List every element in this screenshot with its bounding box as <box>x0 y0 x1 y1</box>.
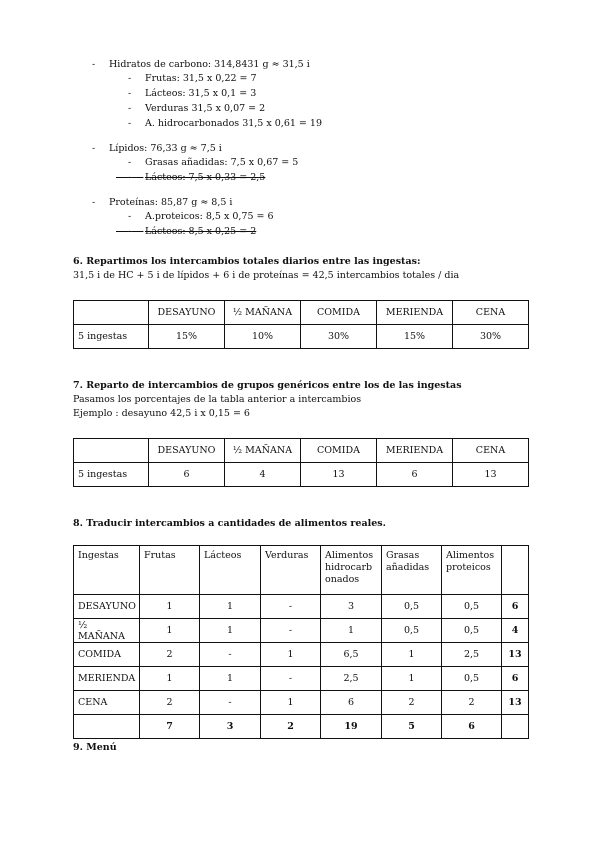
table-cell: 13 <box>301 463 377 487</box>
header-cell <box>74 439 149 463</box>
row-label-cell: COMIDA <box>74 643 140 667</box>
carbohydrates-label: Hidratos de carbono: 314,8431 g ≈ 31,5 i <box>109 59 310 70</box>
section6-text: 31,5 i de HC + 5 i de lípidos + 6 i de proteínas = 42,5 intercambios totales / dia <box>73 270 460 281</box>
total-cell: 7 <box>140 715 200 739</box>
table-cell: 1 <box>200 667 261 691</box>
bullet-dash: - <box>92 59 96 70</box>
table-cell: 1 <box>200 595 261 619</box>
total-cell: 5 <box>382 715 442 739</box>
fruits-item: Frutas: 31,5 x 0,22 = 7 <box>145 73 257 84</box>
food-quantities-table <box>73 545 529 739</box>
protein-foods-item: A.proteicos: 8,5 x 0,75 = 6 <box>145 211 274 222</box>
bullet-dash: - <box>128 226 132 237</box>
row-total-cell: 13 <box>502 691 529 715</box>
table-cell: 30% <box>301 325 377 349</box>
table-header-row <box>74 546 529 595</box>
bullet-dash: - <box>128 88 132 99</box>
row-label-cell: 5 ingestas <box>74 463 149 487</box>
table-cell: 2 <box>140 691 200 715</box>
header-cell: DESAYUNO <box>149 439 225 463</box>
section7-heading: 7. Reparto de intercambios de grupos genéricos entre los de las ingestas <box>73 380 462 391</box>
bullet-dash: - <box>128 73 132 84</box>
table-row <box>74 325 529 349</box>
table-cell: 2,5 <box>442 643 502 667</box>
table-cell: 4 <box>225 463 301 487</box>
header-cell: Alimentos hidrocarb onados <box>321 546 382 595</box>
header-cell: COMIDA <box>301 301 377 325</box>
bullet-dash: - <box>128 172 132 183</box>
dairy-protein-item-struck: Lácteos: 8,5 x 0,25 = 2 <box>145 226 257 237</box>
added-fats-item: Grasas añadidas: 7,5 x 0,67 = 5 <box>145 157 299 168</box>
percentages-table <box>73 300 529 349</box>
table-cell: - <box>261 667 321 691</box>
proteins-label: Proteínas: 85,87 g ≈ 8,5 i <box>109 197 233 208</box>
header-cell: Ingestas <box>74 546 140 595</box>
table-cell: 0,5 <box>382 595 442 619</box>
table-row <box>74 691 529 715</box>
total-cell <box>502 715 529 739</box>
table-row <box>74 463 529 487</box>
table-header-row <box>74 439 529 463</box>
table-row <box>74 619 529 643</box>
table-cell: 0,5 <box>442 595 502 619</box>
header-cell: Alimentos proteicos <box>442 546 502 595</box>
section7-line2: Ejemplo : desayuno 42,5 i x 0,15 = 6 <box>73 408 250 419</box>
table-cell: 6 <box>321 691 382 715</box>
row-label-cell: MERIENDA <box>74 667 140 691</box>
table-cell: 10% <box>225 325 301 349</box>
table-cell: - <box>200 691 261 715</box>
row-label-cell: 5 ingestas <box>74 325 149 349</box>
bullet-dash: - <box>128 103 132 114</box>
bullet-dash: - <box>128 211 132 222</box>
row-label-cell: DESAYUNO <box>74 595 140 619</box>
table-cell: 30% <box>453 325 529 349</box>
table-cell: - <box>261 619 321 643</box>
table-cell: 13 <box>453 463 529 487</box>
header-cell: Frutas <box>140 546 200 595</box>
header-cell <box>502 546 529 595</box>
table-cell: 1 <box>382 643 442 667</box>
bullet-dash: - <box>128 118 132 129</box>
row-label-cell <box>74 715 140 739</box>
table-cell: 1 <box>140 595 200 619</box>
table-cell: 0,5 <box>442 619 502 643</box>
table-cell: 1 <box>261 691 321 715</box>
section7-line1: Pasamos los porcentajes de la tabla anterior a intercambios <box>73 394 362 405</box>
table-cell: 2 <box>382 691 442 715</box>
table-cell: 1 <box>200 619 261 643</box>
header-cell: DESAYUNO <box>149 301 225 325</box>
dairy-item: Lácteos: 31,5 x 0,1 = 3 <box>145 88 257 99</box>
header-cell: CENA <box>453 439 529 463</box>
header-cell: ½ MAÑANA <box>225 439 301 463</box>
bullet-dash: - <box>92 143 96 154</box>
bullet-dash: - <box>92 197 96 208</box>
table-cell: - <box>261 595 321 619</box>
table-cell: 1 <box>140 667 200 691</box>
header-cell: CENA <box>453 301 529 325</box>
header-cell: MERIENDA <box>377 439 453 463</box>
row-total-cell: 13 <box>502 643 529 667</box>
totals-row <box>74 715 529 739</box>
table-cell: - <box>200 643 261 667</box>
section8-heading: 8. Traducir intercambios a cantidades de alimentos reales. <box>73 518 386 529</box>
header-cell: ½ MAÑANA <box>225 301 301 325</box>
carb-foods-item: A. hidrocarbonados 31,5 x 0,61 = 19 <box>145 118 322 129</box>
total-cell: 19 <box>321 715 382 739</box>
section6-heading: 6. Repartimos los intercambios totales diarios entre las ingestas: <box>73 256 421 267</box>
table-row <box>74 667 529 691</box>
row-total-cell: 6 <box>502 595 529 619</box>
row-total-cell: 4 <box>502 619 529 643</box>
header-cell: MERIENDA <box>377 301 453 325</box>
table-cell: 1 <box>382 667 442 691</box>
header-cell: COMIDA <box>301 439 377 463</box>
table-cell: 6 <box>149 463 225 487</box>
table-cell: 1 <box>261 643 321 667</box>
table-cell: 0,5 <box>442 667 502 691</box>
total-cell: 6 <box>442 715 502 739</box>
total-cell: 3 <box>200 715 261 739</box>
table-cell: 2,5 <box>321 667 382 691</box>
table-row <box>74 643 529 667</box>
header-cell: Lácteos <box>200 546 261 595</box>
vegetables-item: Verduras 31,5 x 0,07 = 2 <box>145 103 266 114</box>
table-cell: 2 <box>140 643 200 667</box>
table-cell: 2 <box>442 691 502 715</box>
header-cell: Verduras <box>261 546 321 595</box>
table-cell: 3 <box>321 595 382 619</box>
section9-heading: 9. Menú <box>73 742 117 753</box>
bullet-dash: - <box>128 157 132 168</box>
total-cell: 2 <box>261 715 321 739</box>
row-label-cell: CENA <box>74 691 140 715</box>
table-cell: 1 <box>140 619 200 643</box>
table-cell: 15% <box>149 325 225 349</box>
exchanges-table <box>73 438 529 487</box>
header-cell <box>74 301 149 325</box>
table-cell: 1 <box>321 619 382 643</box>
row-total-cell: 6 <box>502 667 529 691</box>
table-cell: 6 <box>377 463 453 487</box>
lipids-label: Lípidos: 76,33 g ≈ 7,5 i <box>109 143 222 154</box>
row-label-cell: ½ MAÑANA <box>74 619 140 643</box>
dairy-lipids-item-struck: Lácteos: 7,5 x 0,33 = 2,5 <box>145 172 266 183</box>
table-header-row <box>74 301 529 325</box>
table-row <box>74 595 529 619</box>
table-cell: 15% <box>377 325 453 349</box>
table-cell: 0,5 <box>382 619 442 643</box>
header-cell: Grasas añadidas <box>382 546 442 595</box>
table-cell: 6,5 <box>321 643 382 667</box>
